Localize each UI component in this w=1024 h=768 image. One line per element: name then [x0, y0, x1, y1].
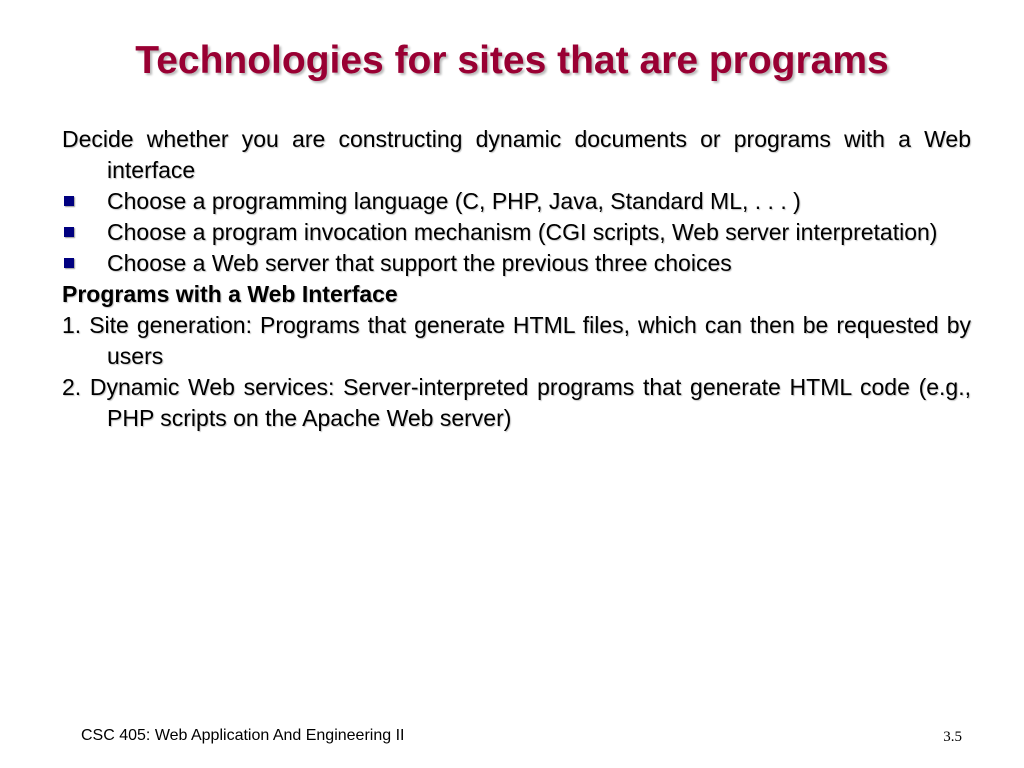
square-bullet-icon — [64, 227, 74, 237]
square-bullet-icon — [64, 196, 74, 206]
bullet-item-language — [62, 186, 971, 217]
bullet-item-invocation — [62, 217, 971, 248]
section-heading: Programs with a Web Interface — [62, 281, 398, 307]
bullet-text: Choose a program invocation mechanism (CGI scripts, Web server interpretation) — [107, 219, 938, 245]
bullet-text: Choose a Web server that support the previous three choices — [107, 250, 732, 276]
intro-paragraph: Decide whether you are constructing dynamic documents or programs with a Web interface — [62, 126, 971, 183]
slide-title: Technologies for sites that are programs — [135, 39, 889, 82]
slide-body — [62, 124, 971, 434]
bullet-item-server — [62, 248, 971, 279]
footer-page-number: 3.5 — [943, 729, 962, 745]
footer-course-title: CSC 405: Web Application And Engineering II — [81, 727, 405, 744]
bullet-text: Choose a programming language (C, PHP, Java, Standard ML, . . . ) — [107, 188, 801, 214]
numbered-item-site-generation: 1. Site generation: Programs that generate HTML files, which can then be requested by users — [62, 312, 971, 369]
square-bullet-icon — [64, 258, 74, 268]
numbered-item-dynamic-services: 2. Dynamic Web services: Server-interpreted programs that generate HTML code (e.g., PHP scripts on the Apache Web server) — [62, 374, 971, 431]
